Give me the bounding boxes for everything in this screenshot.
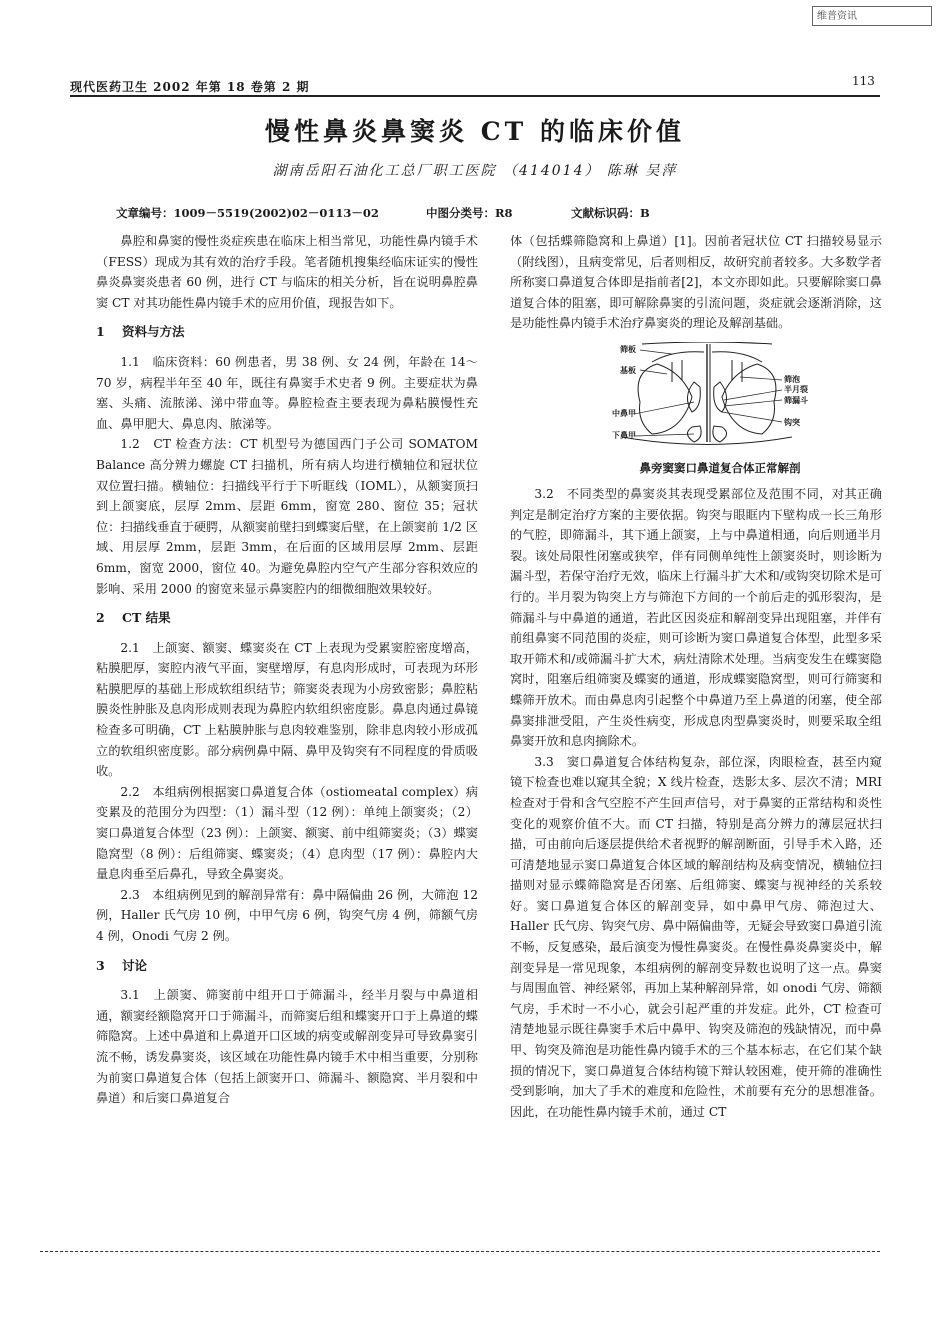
paragraph-1-1: 1.1 临床资料：60 例患者，男 38 例、女 24 例，年龄在 14～70 岁，病程半年至 40 年，既往有鼻窦手术史者 9 例。主要症状为鼻塞、头痛、流脓涕、涕中带血等。鼻腔检查主要表现为鼻粘膜慢性充血、鼻甲肥大、鼻息肉、脓涕等。 [96,354,478,431]
paragraph-3-3: 3.3 窦口鼻道复合体结构复杂，部位深，肉眼检查，甚至内窥镜下检查也难以窥其全貌；X 线片检查，迭影太多、层次不清；MRI 检查对于骨和含气空腔不产生回声信号，对于鼻窦的正常结构和炎性变化的观察价值不大。而 CT 扫描，特别是高分辨力的薄层冠状扫描，可由前向后逐层提供给术者视野的解剖断面，引导手术入路，还可清楚地显示窦口鼻道复合体区域的解剖结构及病变情况，横轴位扫描则对显示蝶筛隐窝是否闭塞、后组筛窦、蝶窦与视神经的关系较好。窦口鼻道复合体区的解剖变异，如中鼻甲气房、筛泡过大、Haller 氏气房、钩突气房、鼻中隔偏曲等，无疑会导致窦口鼻道引流不畅，反复感染，最后演变为慢性鼻窦炎。在慢性鼻炎鼻窦炎中，解剖变异是一常见现象，本组病例的解剖变异数也说明了这一点。鼻窦与周围血管、神经紧邻，再加上某种解剖异常，如 onodi 气房、筛额气房，手术时一不小心，就会引起严重的并发症。此外，CT 检查可清楚地显示既往鼻窦手术后中鼻甲、钩突及筛泡的残缺情况，而中鼻甲、钩突及筛泡是功能性鼻内镜手术的三个基本标志，在它们某个缺损的情况下，窦口鼻道复合体结构镜下辩认较困难，使开筛的准确性受到影响，加大了手术的难度和危险性，术前要有充分的思想准备。因此，在功能性鼻内镜手术前，通过 CT [510,754,882,1119]
paragraph-2-1: 2.1 上颌窦、额窦、蝶窦炎在 CT 上表现为受累窦腔密度增高，粘膜肥厚，窦腔内液气平面，窦壁增厚，有息肉形成时，可表现为环形粘膜肥厚的基础上形成软组织结节；筛窦炎表现为小房致密影；鼻腔粘膜炎性肿胀及息肉形成则表现为鼻腔内软组织密度影。鼻息肉通过鼻镜检查多可明确，CT 上粘膜肿胀与息肉较难鉴别，除非息肉较小形成孤立的软组织密度影。部分病例鼻中隔、鼻甲及钩突有不同程度的骨质吸收。 [96,640,478,779]
label-basal-lamella: 基板 [620,365,636,375]
label-ethmoid-infundibulum: 筛漏斗 [784,395,808,405]
figure-caption: 鼻旁窦窦口鼻道复合体正常解剖 [639,461,801,475]
label-uncinate-process: 钩突 [784,417,800,427]
right-column-bottom [510,484,882,1122]
page-number: 113 [852,74,875,88]
clc-number: 中图分类号：R8 [426,206,513,220]
anatomy-figure [612,342,842,452]
label-inferior-turbinate: 下鼻甲 [612,430,636,440]
right-column-top [510,231,882,334]
paragraph-1-2: 1.2 CT 检查方法：CT 机型号为德国西门子公司 SOMATOM Balance 高分辨力螺旋 CT 扫描机，所有病人均进行横轴位和冠状位双位置扫描。横轴位：扫描线平行于下听眶线（IOML），从额窦顶扫到上颌窦底，层厚 2mm、层距 6mm，窗宽 280、窗位 35；冠状位：扫描线垂直于硬腭，从额窦前壁扫到蝶窦后壁，在上颌窦前 1/2 区域、用层厚 2mm，层距 3mm，在后面的区域用层厚 2mm、层距 6mm，窗宽 2000，窗位 40。为避免鼻腔内空气产生部分容积效应的影响、采用 2000 的窗宽来显示鼻窦腔内的细微细胞效果较好。 [96,437,478,596]
paragraph-3-1: 3.1 上颌窦、筛窦前中组开口于筛漏斗，经半月裂与中鼻道相通，额窦经额隐窝开口于筛漏斗，而筛窦后组和蝶窦开口于上鼻道的蝶筛隐窝。上述中鼻道和上鼻道开口区域的病变或解剖变异可导致鼻窦引流不畅，诱发鼻窦炎，该区域在功能性鼻内镜手术中相当重要，分别称为前窦口鼻道复合体（包括上颌窦开口、筛漏斗、额隐窝、半月裂和中鼻道）和后窦口鼻道复合 [96,988,478,1106]
section-heading-3: 3 讨论 [96,957,148,973]
label-ethmoid-bulla: 筛泡 [784,374,800,384]
paragraph-2-2: 2.2 本组病例根据窦口鼻道复合体（ostiomeatal complex）病变累及的范围分为四型：（1）漏斗型（12 例）：单纯上颌窦炎；（2）窦口鼻道复合体型（23 例）：上颌窦、额窦、前中组筛窦炎；（3）蝶窦隐窝型（8 例）：后组筛窦、蝶窦炎；（4）息肉型（17 例）：鼻腔内大量息肉垂至后鼻孔，导致全鼻窦炎。 [96,784,478,882]
paragraph-3-1-continued: 体（包括蝶筛隐窝和上鼻道）[1]。因前者冠状位 CT 扫描较易显示（附线图），且病变常见，后者则相反，故研究前者较多。大多数学者所称窦口鼻道复合体即是指前者[2]，本文亦即如此。只要解除窦口鼻道复合体的阻塞，即可解除鼻窦的引流问题，炎症就会逐渐消除，这是功能性鼻内镜手术治疗鼻窦炎的理论及解剖基础。 [510,234,882,331]
document-code: 文献标识码：B [571,206,650,220]
footer-rule [40,1251,880,1252]
left-column [96,231,478,1109]
section-heading-1: 1 资料与方法 [96,324,185,340]
running-head: 现代医药卫生 2002 年第 18 卷第 2 期 [70,80,310,94]
author-affiliation: 湖南岳阳石油化工总厂职工医院 （414014） 陈琳 吴萍 [272,163,678,179]
article-number: 文章编号：1009－5519(2002)02－0113－02 [116,206,379,220]
header-rule [70,95,880,97]
watermark-stamp: 维普资讯 [812,6,932,26]
article-title: 慢性鼻炎鼻窦炎 CT 的临床价值 [265,117,685,146]
paragraph-3-2: 3.2 不同类型的鼻窦炎其表现受累部位及范围不同，对其正确判定是制定治疗方案的主要依据。钩突与眼眶内下壁构成一长三角形的气腔，即筛漏斗，其下通上颌窦，上与中鼻道相通，向后则通半月裂。该处局限性闭塞或狭窄，伴有同侧单纯性上颌窦炎时，则诊断为漏斗型，若保守治疗无效，临床上行漏斗扩大术和/或钩突切除术是可行的。半月裂为钩突上方与筛泡下方间的一个前后走的弧形裂沟，是筛漏斗与中鼻道的通道，若此区因炎症和解剖变异出现阻塞，并伴有前组鼻窦不同范围的炎症，则可诊断为窦口鼻道复合体型，此型多采取开筛术和/或筛漏斗扩大术，病灶清除术处理。当病变发生在蝶窦隐窝时，阻塞后组筛窦及蝶窦的通道，形成蝶窦隐窝型，则可行筛窦和蝶筛开放术。而由鼻息肉引起整个中鼻道乃至上鼻道的闭塞，使全部鼻窦排泄受阻，产生炎性病变，形成息肉型鼻窦炎时，则要采取全组鼻窦开放和息肉摘除术。 [510,487,882,749]
intro-paragraph: 鼻腔和鼻窦的慢性炎症疾患在临床上相当常见，功能性鼻内镜手术（FESS）现成为其有效的治疗手段。笔者随机搜集经临床证实的慢性鼻炎鼻窦炎患者 60 例，进行 CT 与临床的相关分析，旨在说明鼻腔鼻窦 CT 对其功能性鼻内镜手术的应用价值，现报告如下。 [96,234,478,310]
label-hiatus-semilunaris: 半月裂 [784,384,808,394]
section-heading-2: 2 CT 结果 [96,610,171,626]
paragraph-2-3: 2.3 本组病例见到的解剖异常有：鼻中隔偏曲 26 例，大筛泡 12 例，Haller 氏气房 10 例，中甲气房 6 例，钩突气房 4 例，筛额气房 4 例，Onodi 气房 2 例。 [96,887,478,943]
label-middle-turbinate: 中鼻甲 [612,408,636,418]
label-cribriform-plate: 筛板 [620,344,636,354]
